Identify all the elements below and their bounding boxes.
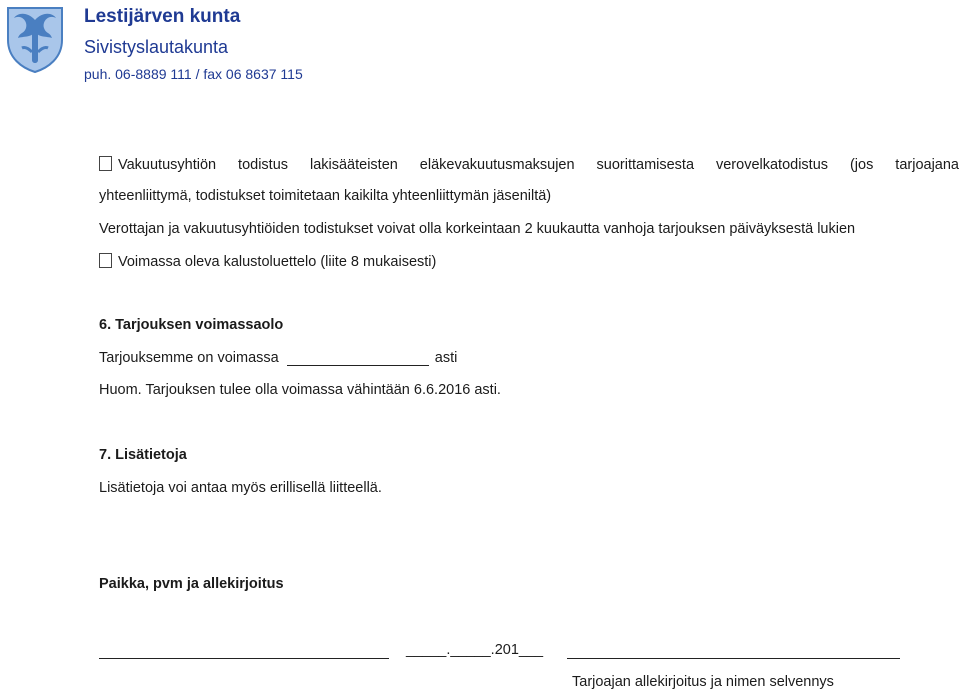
offer-validity-label: Tarjouksemme on voimassa <box>99 350 279 366</box>
furniture-list-item <box>99 253 436 270</box>
contact-phone: puh. 06-8889 111 / fax 06 8637 115 <box>84 66 303 82</box>
offer-validity-note: Huom. Tarjouksen tulee olla voimassa vähintään 6.6.2016 asti. <box>99 382 501 398</box>
municipality-name: Lestijärven kunta <box>84 6 241 27</box>
signature-field[interactable] <box>567 657 900 659</box>
checkbox-icon[interactable] <box>99 156 112 171</box>
insurance-certificate-continuation: yhteenliittymä, todistukset toimitetaan kaikilta yhteenliittymän jäseniltä) <box>99 188 552 204</box>
insurance-certificate-text: Vakuutusyhtiön todistus lakisääteisten eläkevakuutusmaksujen suorittamisesta verovelkatodistus (jos tarjoajana <box>118 157 959 173</box>
signature-label: Tarjoajan allekirjoitus ja nimen selvennys <box>572 674 834 690</box>
offer-validity-line <box>99 349 457 366</box>
signature-section-title: Paikka, pvm ja allekirjoitus <box>99 576 284 592</box>
section-7-title: 7. Lisätietoja <box>99 447 187 463</box>
section-6-title: 6. Tarjouksen voimassaolo <box>99 317 284 333</box>
coat-of-arms-icon <box>4 4 66 74</box>
offer-validity-suffix: asti <box>434 350 458 366</box>
certificate-age-note: Verottajan ja vakuutusyhtiöiden todistukset voivat olla korkeintaan 2 kuukautta vanhoja tarjouksen päiväyksestä lukien <box>99 221 856 237</box>
checkbox-icon[interactable] <box>99 253 112 268</box>
board-name: Sivistyslautakunta <box>84 37 229 57</box>
additional-info-text: Lisätietoja voi antaa myös erillisellä liitteellä. <box>99 480 382 496</box>
date-field[interactable]: _____._____.201___ <box>406 642 544 658</box>
furniture-list-text: Voimassa oleva kalustoluettelo (liite 8 mukaisesti) <box>118 254 437 270</box>
insurance-certificate-item <box>99 156 959 173</box>
place-field[interactable] <box>99 657 389 659</box>
validity-date-field[interactable] <box>287 349 429 366</box>
